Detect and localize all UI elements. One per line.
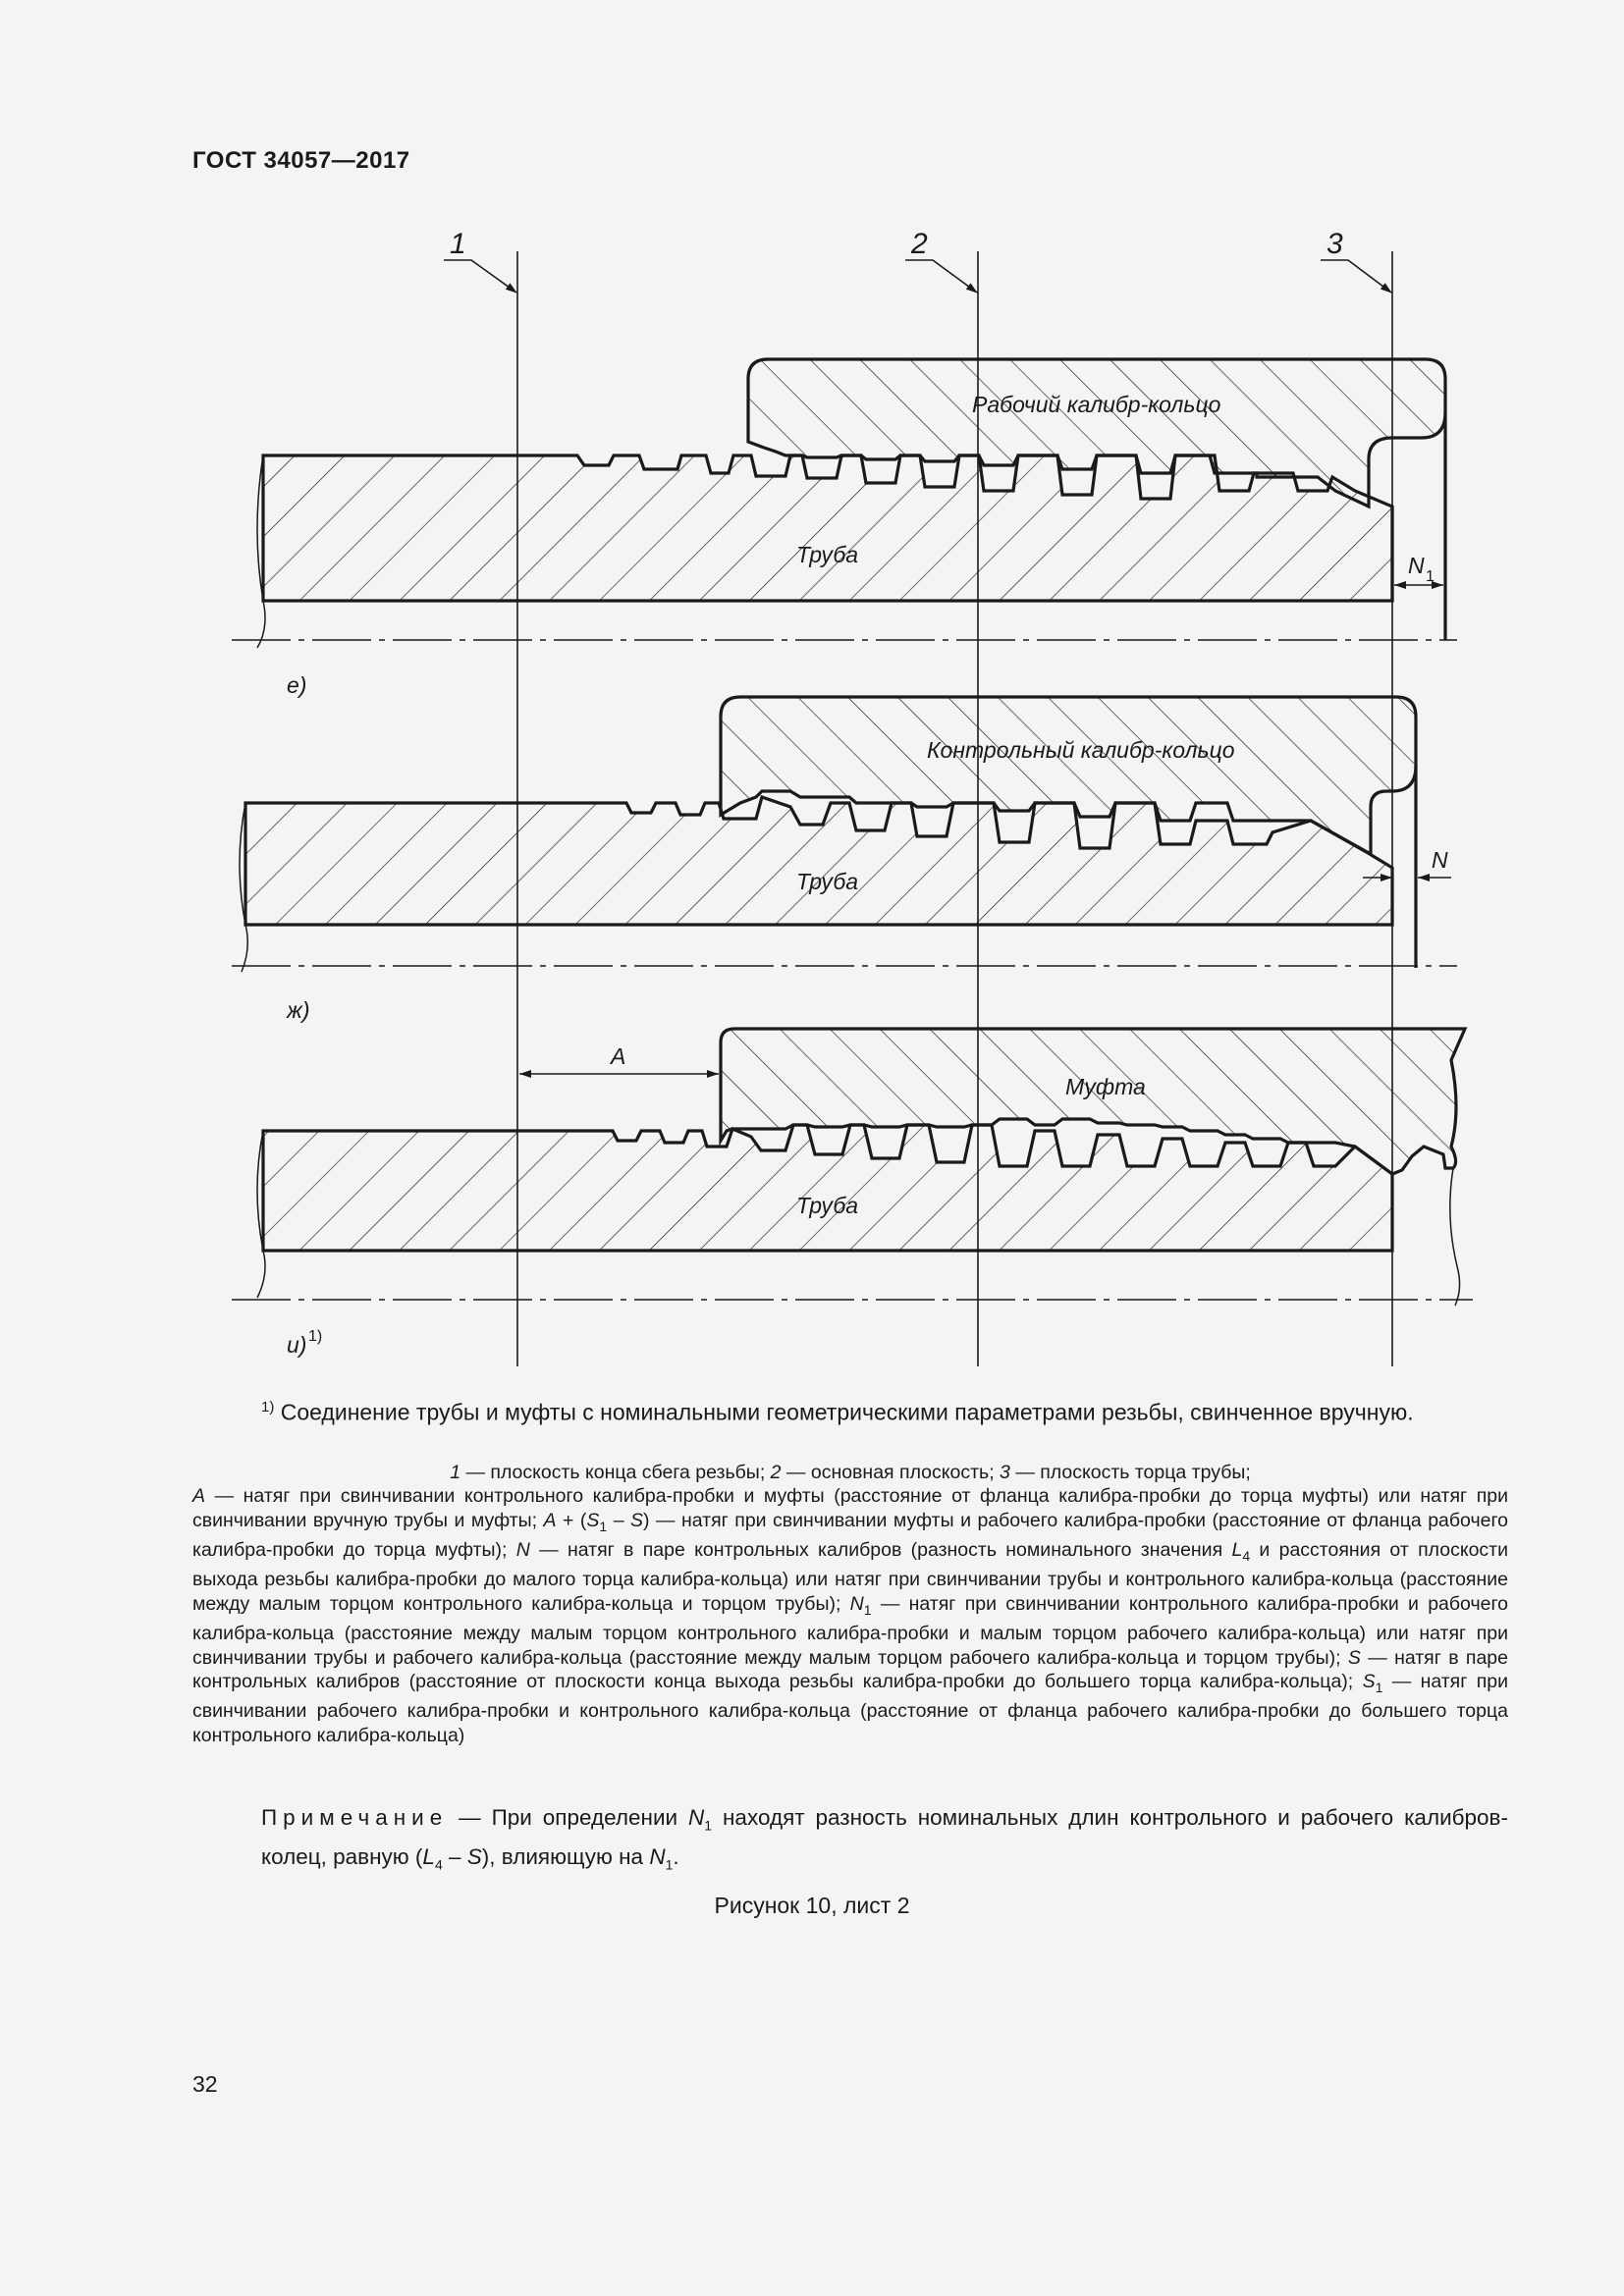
panel-zh-label: ж) (287, 997, 310, 1023)
plane-1-label: 1 (450, 228, 466, 260)
panel-e (232, 359, 1457, 698)
panel-i-dimension-label: A (611, 1043, 626, 1069)
panel-zh-dimension-label: N (1432, 847, 1448, 873)
panel-e-dimension-sub: 1 (1426, 568, 1435, 585)
note-prefix: Примечание (261, 1805, 449, 1830)
note: Примечание — При определении $N_1$ находят разность номинальных длин контрольного и рабочего калибров-колец, равную $(L_4 - S)$, влияющую на $N_1$. (261, 1805, 1508, 1872)
plane-3-label: 3 (1326, 228, 1343, 260)
plane-leaders (444, 260, 1391, 293)
footnote-mark: 1) (261, 1399, 275, 1415)
panel-e-ring-label: Рабочий калибр-кольцо (972, 392, 1221, 417)
figure-legend (192, 1461, 1508, 1747)
legend-planes: 1 — плоскость конца сбега резьбы; 2 — основная плоскость; 3 — плоскость торца трубы; (450, 1462, 1251, 1483)
panel-zh-ring-label: Контрольный калибр-кольцо (927, 737, 1235, 763)
panel-e-pipe (263, 455, 1392, 601)
plane-3-leader (1321, 260, 1391, 293)
panel-e-dimension-label: N (1408, 553, 1425, 578)
panel-e-label: е) (287, 672, 307, 698)
legend-definitions: A — натяг при свинчивании контрольного калибра-пробки и муфты (расстояние от фланца калибра-пробки до торца муфты) или натяг при свинчивании вручную трубы и муфты; $A + (S_1 - S)$ — натяг при свинчивании муфты и рабочего калибра-пробки (расстояние от фланца рабочего калибра-пробки до торца муфты); N — натяг в паре контрольных калибров (разность номинального значения $L_4$ и расстояния от плоскости выхода резьбы калибра-пробки до малого торца калибра-кольца) или натяг при свинчивании трубы и контрольного калибра-кольца (расстояние между малым торцом контрольного калибра-кольца и торцом трубы); $N_1$ — натяг при свинчивании контрольного калибра-пробки и рабочего калибра-кольца (расстояние между малым торцом контрольного калибра-пробки и малым торцом рабочего калибра-кольца) или натяг при свинчивании трубы и рабочего калибра-кольца (расстояние между малым торцом рабочего калибра-кольца и торцом трубы); S — натяг в паре контрольных калибров (расстояние от плоскости конца выхода резьбы калибра-пробки до большего торца калибра-кольца); $S_1$ — натяг при свинчивании рабочего калибра-пробки и контрольного калибра-кольца (расстояние от фланца рабочего калибра-пробки до большего торца контрольного калибра-кольца) (192, 1485, 1509, 1746)
panel-i-pipe (263, 1125, 1392, 1251)
panel-i (232, 1029, 1473, 1358)
panel-i-label-sup: 1) (308, 1328, 323, 1345)
footnote (261, 1399, 1508, 1426)
page-number: 32 (192, 2071, 218, 2097)
document-code: ГОСТ 34057—2017 (192, 147, 410, 174)
panel-i-coupling-label: Муфта (1065, 1074, 1146, 1099)
footnote-text: Соединение трубы и муфты с номинальными геометрическими параметрами резьбы, свинченное вручную. (280, 1399, 1414, 1425)
panel-zh-pipe-label: Труба (796, 869, 859, 894)
panel-i-pipe-label: Труба (796, 1193, 859, 1218)
plane-1-leader (444, 260, 516, 293)
panel-zh (232, 697, 1457, 1023)
panel-i-label: и) (287, 1332, 307, 1358)
panel-zh-pipe (245, 797, 1392, 925)
plane-2-leader (905, 260, 977, 293)
figure-caption: Рисунок 10, лист 2 (714, 1893, 910, 1918)
plane-2-label: 2 (911, 228, 928, 260)
panel-e-pipe-label: Труба (796, 542, 859, 567)
